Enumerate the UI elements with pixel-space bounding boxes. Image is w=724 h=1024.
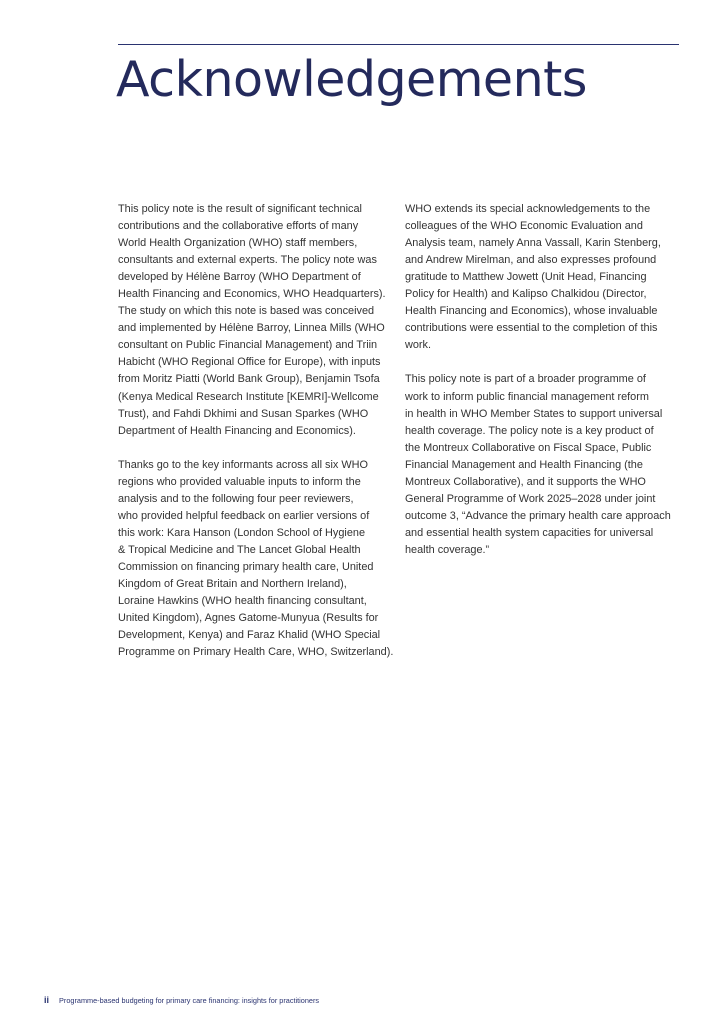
text-line: Kingdom of Great Britain and Northern Ireland), [118, 578, 347, 591]
text-line: Policy for Health) and Kalipso Chalkidou (Director, [405, 288, 647, 301]
text-line: Programme on Primary Health Care, WHO, Switzerland). [118, 646, 394, 659]
text-line: Analysis team, namely Anna Vassall, Karin Stenberg, [405, 237, 661, 250]
text-line: United Kingdom), Agnes Gatome-Munyua (Results for [118, 612, 379, 625]
text-line: work. [405, 339, 432, 352]
text-line: Habicht (WHO Regional Office for Europe), with inputs [118, 356, 381, 369]
text-line: General Programme of Work 2025–2028 under joint [405, 492, 656, 505]
text-line: & Tropical Medicine and The Lancet Global Health [118, 543, 361, 556]
text-line: Montreux Collaborative), and it supports the WHO [405, 475, 646, 488]
text-line: (Kenya Medical Research Institute [KEMRI]-Wellcome [118, 390, 379, 403]
text-line: Loraine Hawkins (WHO health financing consultant, [118, 595, 367, 608]
text-line: consultant on Public Financial Management) and Triin [118, 339, 378, 352]
text-line: contributions and the collaborative efforts of many [118, 220, 359, 233]
text-line: and Andrew Mirelman, and also expresses profound [405, 254, 657, 267]
left-column [118, 201, 408, 661]
page-title: Acknowledgements [116, 51, 587, 108]
text-line: this work: Kara Hanson (London School of Hygiene [118, 526, 365, 539]
text-line: consultants and external experts. The policy note was [118, 254, 377, 267]
text-line: The study on which this note is based was conceived [118, 305, 375, 318]
text-line: Thanks go to the key informants across all six WHO [118, 458, 368, 471]
text-line: Health Financing and Economics), whose invaluable [405, 305, 658, 318]
text-line: gratitude to Matthew Jowett (Unit Head, Financing [405, 271, 647, 284]
text-line: health coverage.” [405, 543, 490, 556]
running-title: Programme-based budgeting for primary care financing: insights for practitioners [59, 996, 320, 1005]
text-line: Commission on financing primary health care, United [118, 560, 374, 573]
text-line: This policy note is the result of significant technical [118, 203, 362, 215]
text-line: analysis and to the following four peer reviewers, [118, 492, 354, 505]
text-line: Development, Kenya) and Faraz Khalid (WHO Special [118, 629, 381, 642]
text-line: regions who provided valuable inputs to inform the [118, 475, 361, 488]
paragraph-gap [118, 440, 408, 457]
page-number: ii [44, 995, 50, 1005]
text-line: outcome 3, “Advance the primary health care approach [405, 509, 671, 522]
text-line: in health in WHO Member States to support universal [405, 407, 663, 420]
text-line: contributions were essential to the completion of this [405, 322, 658, 335]
text-line: the Montreux Collaborative on Fiscal Space, Public [405, 441, 652, 454]
text-line: from Moritz Piatti (World Bank Group), Benjamin Tsofa [118, 373, 380, 386]
text-line: Financial Management and Health Financing (the [405, 458, 643, 471]
text-line: and implemented by Hélène Barroy, Linnea Mills (WHO [118, 322, 385, 335]
paragraph [405, 201, 695, 354]
text-line: Trust), and Fahdi Dkhimi and Susan Sparkes (WHO [118, 407, 369, 420]
text-line: Health Financing and Economics, WHO Headquarters). [118, 288, 386, 301]
text-line: This policy note is part of a broader programme of [405, 373, 646, 386]
text-line: WHO extends its special acknowledgements to the [405, 203, 651, 215]
page-footer [44, 995, 319, 1005]
text-line: Department of Health Financing and Economics). [118, 424, 356, 437]
text-line: colleagues of the WHO Economic Evaluation and [405, 220, 643, 233]
text-line: World Health Organization (WHO) staff members, [118, 237, 358, 250]
text-line: who provided helpful feedback on earlier versions of [118, 509, 370, 522]
header-rule [118, 44, 679, 45]
text-line: health coverage. The policy note is a key product of [405, 424, 654, 437]
text-line: and essential health system capacities for universal [405, 526, 654, 539]
right-column [405, 201, 695, 559]
paragraph [405, 371, 695, 559]
text-line: developed by Hélène Barroy (WHO Department of [118, 271, 361, 284]
paragraph [118, 201, 408, 440]
paragraph [118, 457, 408, 662]
paragraph-gap [405, 354, 695, 371]
text-line: work to inform public financial management reform [405, 390, 649, 403]
